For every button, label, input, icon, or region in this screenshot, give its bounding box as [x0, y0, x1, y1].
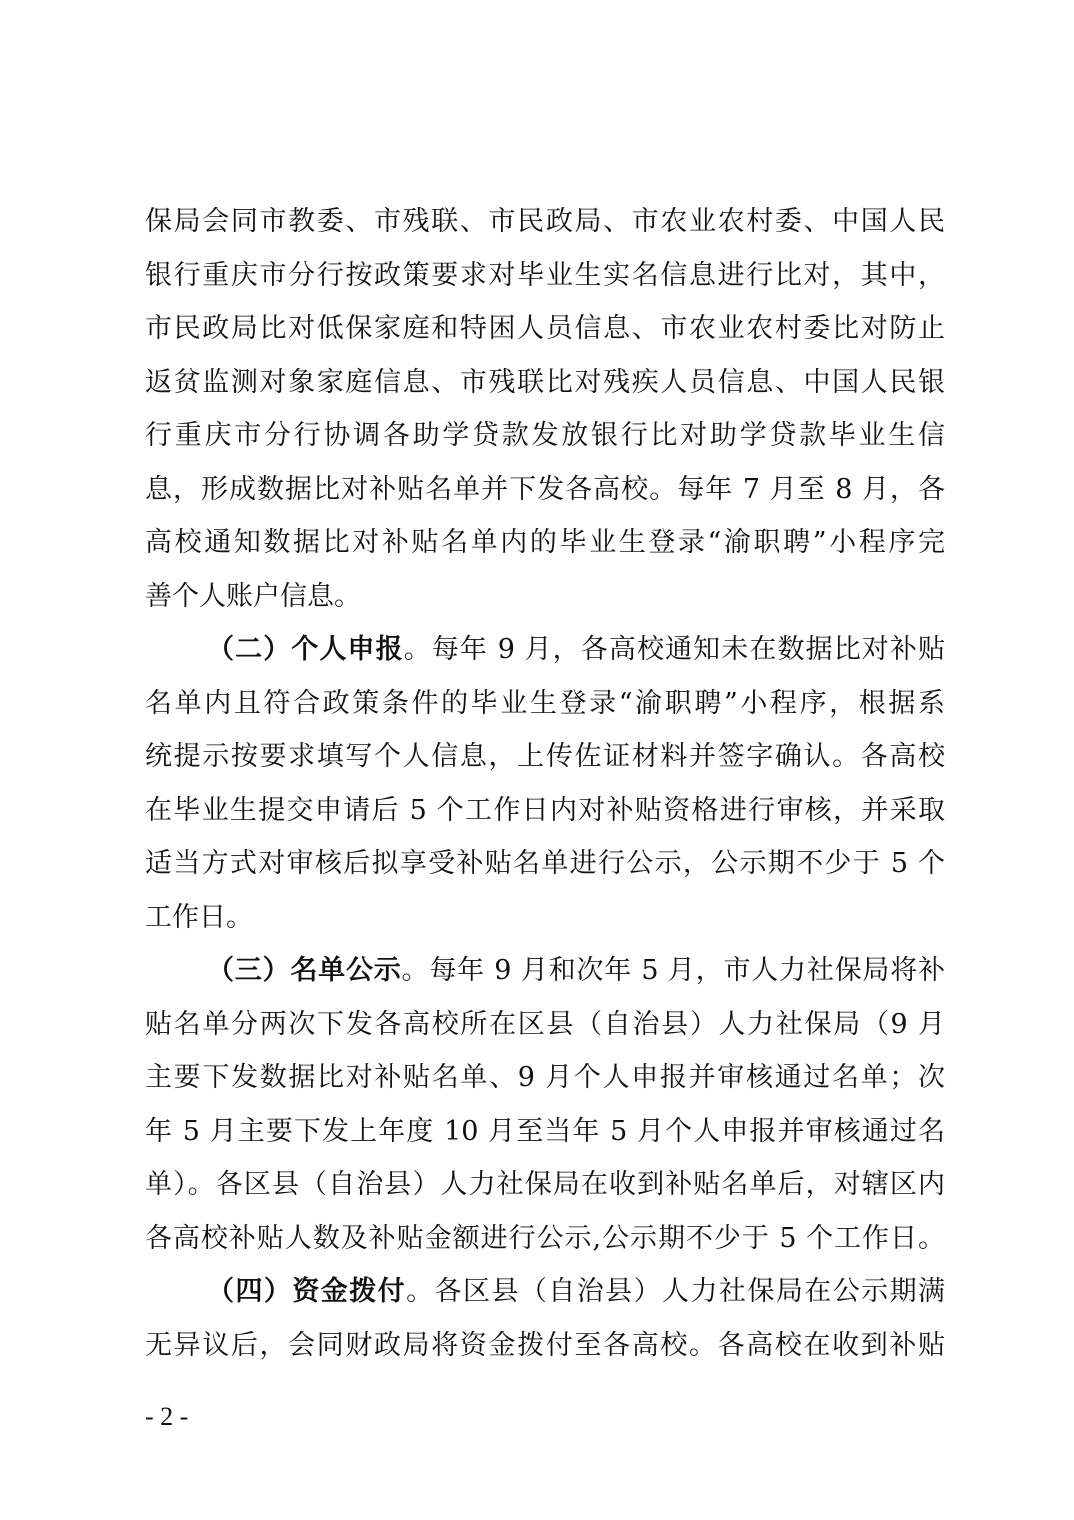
section-heading-line-3: （三）名单公示。每年 9 月和次年 5 月，市人力社保局将补	[207, 955, 945, 986]
text-line: 贴名单分两次下发各高校所在区县（自治县）人力社保局（9 月	[145, 1008, 945, 1040]
text-line: 年 5 月主要下发上年度 10 月至当年 5 月个人申报并审核通过名	[145, 1115, 945, 1147]
text-line: 各高校补贴人数及补贴金额进行公示,公示期不少于 5 个工作日。	[145, 1222, 945, 1254]
text-line: 行重庆市分行协调各助学贷款发放银行比对助学贷款毕业生信	[145, 420, 945, 451]
text-line: 保局会同市教委、市残联、市民政局、市农业农村委、中国人民	[145, 206, 945, 237]
text-line: 适当方式对审核后拟享受补贴名单进行公示，公示期不少于 5 个	[145, 848, 945, 879]
section-heading: （二）个人申报	[207, 634, 404, 665]
text-line: 善个人账户信息。	[145, 580, 361, 612]
text-line: 银行重庆市分行按政策要求对毕业生实名信息进行比对，其中，	[145, 259, 945, 291]
text-line: 无异议后，会同财政局将资金拨付至各高校。各高校在收到补贴	[145, 1329, 945, 1361]
text-line: 名单内且符合政策条件的毕业生登录“渝职聘”小程序，根据系	[145, 687, 945, 719]
page-number: - 2 -	[145, 1402, 189, 1431]
section-heading: （三）名单公示	[207, 955, 402, 986]
text-line: 统提示按要求填写个人信息，上传佐证材料并签字确认。各高校	[145, 741, 945, 772]
text-line: 返贫监测对象家庭信息、市残联比对残疾人员信息、中国人民银	[145, 366, 945, 398]
text-line: 主要下发数据比对补贴名单、9 月个人申报并审核通过名单；次	[145, 1062, 945, 1093]
section-heading-line-4: （四）资金拨付。各区县（自治县）人力社保局在公示期满	[207, 1276, 945, 1307]
section-heading: （四）资金拨付	[207, 1276, 407, 1307]
text-line: 息，形成数据比对补贴名单并下发各高校。每年 7 月至 8 月，各	[145, 473, 945, 505]
document-body	[145, 195, 945, 1372]
text-line: 工作日。	[145, 901, 253, 933]
text-line: 单）。各区县（自治县）人力社保局在收到补贴名单后，对辖区内	[145, 1169, 945, 1200]
text-line: 高校通知数据比对补贴名单内的毕业生登录“渝职聘”小程序完	[145, 527, 945, 558]
text-line: 市民政局比对低保家庭和特困人员信息、市农业农村委比对防止	[145, 313, 945, 344]
text-line: 在毕业生提交申请后 5 个工作日内对补贴资格进行审核，并采取	[145, 794, 945, 826]
section-heading-line-2: （二）个人申报。每年 9 月，各高校通知未在数据比对补贴	[207, 634, 945, 665]
